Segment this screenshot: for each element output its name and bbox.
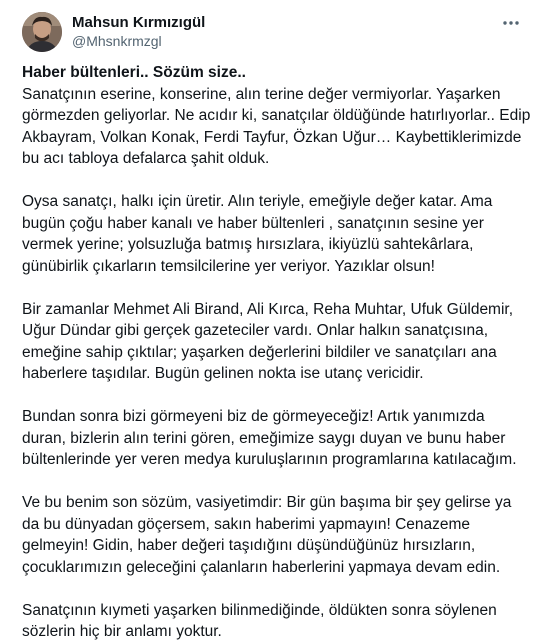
more-options-button[interactable]	[496, 12, 526, 34]
author-handle[interactable]: @Mhsnkrmzgl	[72, 33, 162, 49]
author-display-name[interactable]: Mahsun Kırmızıgül	[72, 14, 206, 31]
tweet-paragraph: Oysa sanatçı, halkı için üretir. Alın teriyle, emeğiyle değer katar. Ama bugün çoğu haber kanalı ve haber bültenleri , sanatçının sesine yer vermek yerine; yolsuzluğa batmış hırsızlara, ikiyüzlü sahtekârlara, günübirlik çıkarların temsilcilerine yer veriyor. Yazıklar olsun!	[22, 193, 493, 275]
tweet-paragraph: Bundan sonra bizi görmeyeni biz de görmeyeceğiz! Artık yanımızda duran, bizlerin alın terini gören, emeğimize saygı duyan ve bunu haber bültenlerinde yer veren medya kuruluşlarının programlarına katılacağım.	[22, 408, 517, 468]
avatar[interactable]	[22, 12, 62, 52]
tweet-paragraph: Sanatçının kıymeti yaşarken bilinmediğinde, öldükten sonra söylenen sözlerin hiç bir anlamı yoktur.	[22, 601, 497, 640]
tweet-headline: Haber bültenleri.. Sözüm size..	[22, 64, 246, 81]
tweet-text	[22, 62, 532, 643]
more-horizontal-icon	[502, 20, 520, 26]
profile-photo-icon	[22, 12, 62, 52]
tweet-paragraph: Sanatçının eserine, konserine, alın terine değer vermiyorlar. Yaşarken görmezden geliyorlar. Ne acıdır ki, sanatçılar öldüğünde hatırlıyorlar.. Edip Akbayram, Volkan Konak, Ferdi Tayfur, Özkan Uğur… Kaybettiklerimizde bu acı tabloya defalarca şahit olduk.	[22, 85, 531, 167]
author-block	[72, 14, 205, 50]
tweet-header	[22, 12, 528, 56]
tweet-paragraph: Ve bu benim son sözüm, vasiyetimdir: Bir gün başıma bir şey gelirse ya da bu dünyadan göçersem, sakın haberimi yapmayın! Cenazeme gelmeyin! Gidin, haber değeri taşıdığını düşündüğünüz hırsızların, çocuklarımızın geleceğini çalanların haberlerini yapmaya devam edin.	[22, 494, 512, 576]
tweet-paragraph: Bir zamanlar Mehmet Ali Birand, Ali Kırca, Reha Muhtar, Ufuk Güldemir, Uğur Dündar gibi gerçek gazeteciler vardı. Onlar halkın sanatçısına, emeğine sahip çıktılar; yaşarken değerlerini bildiler ve sanatçıları ana haberlere taşıdılar. Bugün gelinen nokta ise utanç vericidir.	[22, 300, 514, 382]
